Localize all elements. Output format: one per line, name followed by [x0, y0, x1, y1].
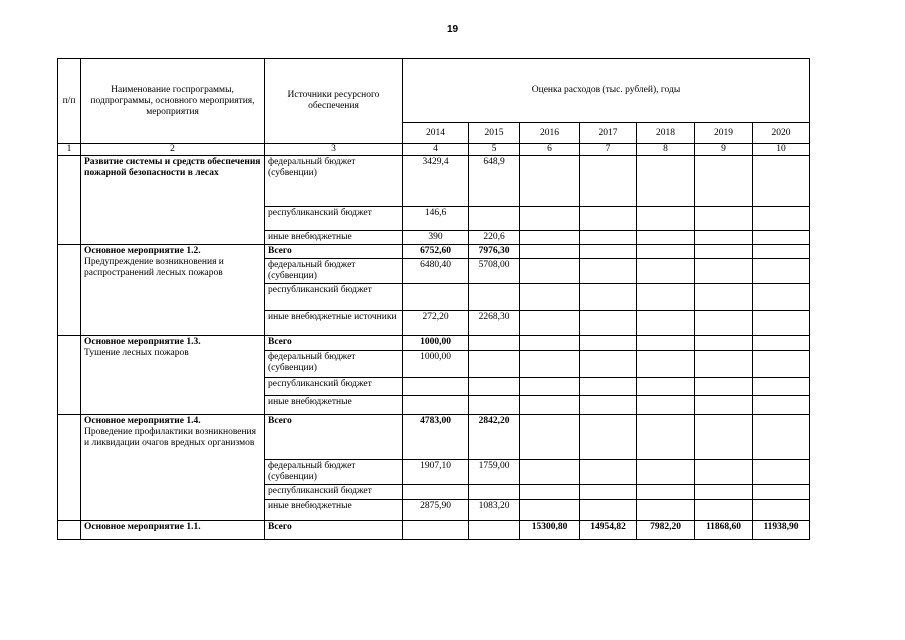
value-cell: 1000,00 — [403, 351, 469, 378]
header-pp: п/п — [58, 59, 81, 144]
value-cell — [403, 485, 469, 500]
measure-title: Основное мероприятие 1.4. — [84, 416, 201, 426]
value-cell — [753, 231, 810, 245]
value-cell — [753, 259, 810, 284]
value-cell: 7976,30 — [469, 245, 520, 259]
measure-description: Проведение профилактики возникновения и ликвидации очагов вредных организмов — [84, 427, 256, 448]
value-cell — [637, 500, 695, 521]
value-cell: 1083,20 — [469, 500, 520, 521]
value-cell — [520, 207, 580, 231]
source-label: республиканский бюджет — [265, 378, 403, 396]
value-cell — [520, 156, 580, 207]
value-cell: 2875,90 — [403, 500, 469, 521]
col-number: 6 — [520, 144, 580, 156]
value-cell — [520, 231, 580, 245]
value-cell: 3429,4 — [403, 156, 469, 207]
source-label: федеральный бюджет (субвенции) — [265, 156, 403, 207]
value-cell — [695, 460, 753, 485]
value-cell — [637, 460, 695, 485]
source-label: иные внебюджетные — [265, 500, 403, 521]
value-cell — [695, 156, 753, 207]
value-cell — [469, 396, 520, 415]
value-cell — [580, 311, 637, 336]
program-name-cell — [81, 336, 265, 415]
value-cell — [753, 378, 810, 396]
value-cell — [403, 521, 469, 540]
value-cell — [403, 284, 469, 311]
value-cell — [695, 500, 753, 521]
measure-title: Основное мероприятие 1.2. — [84, 246, 201, 256]
value-cell: 272,20 — [403, 311, 469, 336]
value-cell — [695, 259, 753, 284]
value-cell — [637, 231, 695, 245]
value-cell — [520, 485, 580, 500]
value-cell: 5708,00 — [469, 259, 520, 284]
source-label: республиканский бюджет — [265, 207, 403, 231]
value-cell: 4783,00 — [403, 415, 469, 460]
value-cell — [520, 284, 580, 311]
value-cell — [580, 415, 637, 460]
value-cell — [695, 311, 753, 336]
source-label: Всего — [265, 521, 403, 540]
value-cell — [695, 485, 753, 500]
value-cell — [580, 500, 637, 521]
value-cell — [520, 245, 580, 259]
value-cell — [520, 415, 580, 460]
value-cell — [637, 396, 695, 415]
value-cell — [520, 378, 580, 396]
source-label: Всего — [265, 415, 403, 460]
value-cell: 1759,00 — [469, 460, 520, 485]
value-cell — [753, 207, 810, 231]
program-name-cell — [81, 156, 265, 245]
value-cell — [753, 396, 810, 415]
value-cell — [637, 378, 695, 396]
col-number: 4 — [403, 144, 469, 156]
value-cell — [580, 231, 637, 245]
value-cell: 7982,20 — [637, 521, 695, 540]
value-cell — [695, 336, 753, 351]
value-cell — [753, 500, 810, 521]
value-cell — [637, 351, 695, 378]
year-2014: 2014 — [403, 123, 469, 144]
year-2019: 2019 — [695, 123, 753, 144]
value-cell — [469, 521, 520, 540]
year-2018: 2018 — [637, 123, 695, 144]
row-number-cell — [58, 156, 81, 245]
value-cell — [469, 351, 520, 378]
value-cell: 1907,10 — [403, 460, 469, 485]
value-cell — [520, 336, 580, 351]
value-cell — [637, 245, 695, 259]
header-costs: Оценка расходов (тыс. рублей), годы — [403, 59, 810, 123]
value-cell — [637, 207, 695, 231]
value-cell — [637, 284, 695, 311]
value-cell — [469, 378, 520, 396]
program-name-cell — [81, 415, 265, 521]
col-number: 1 — [58, 144, 81, 156]
expense-table — [57, 58, 810, 540]
value-cell: 220,6 — [469, 231, 520, 245]
measure-description: Тушение лесных пожаров — [84, 348, 189, 358]
value-cell — [520, 311, 580, 336]
row-number-cell — [58, 521, 81, 540]
col-number: 3 — [265, 144, 403, 156]
value-cell — [520, 500, 580, 521]
col-number: 2 — [81, 144, 265, 156]
value-cell: 2842,20 — [469, 415, 520, 460]
value-cell — [580, 485, 637, 500]
value-cell: 390 — [403, 231, 469, 245]
value-cell — [580, 351, 637, 378]
year-2017: 2017 — [580, 123, 637, 144]
header-name: Наименование госпрограммы, подпрограммы, основного мероприятия, мероприятия — [81, 59, 265, 144]
measure-title: Основное мероприятие 1.3. — [84, 337, 201, 347]
source-label: федеральный бюджет (субвенции) — [265, 351, 403, 378]
value-cell — [580, 156, 637, 207]
col-number: 7 — [580, 144, 637, 156]
value-cell: 1000,00 — [403, 336, 469, 351]
value-cell — [520, 460, 580, 485]
value-cell — [753, 156, 810, 207]
value-cell — [753, 336, 810, 351]
value-cell: 2268,30 — [469, 311, 520, 336]
value-cell — [695, 378, 753, 396]
value-cell — [403, 378, 469, 396]
value-cell: 648,9 — [469, 156, 520, 207]
value-cell — [695, 231, 753, 245]
source-label: федеральный бюджет (субвенции) — [265, 460, 403, 485]
value-cell — [637, 415, 695, 460]
measure-description: Предупреждение возникновения и распространений лесных пожаров — [84, 257, 224, 278]
value-cell — [580, 284, 637, 311]
value-cell: 11868,60 — [695, 521, 753, 540]
value-cell: 6752,60 — [403, 245, 469, 259]
value-cell — [580, 207, 637, 231]
source-label: республиканский бюджет — [265, 284, 403, 311]
value-cell — [580, 336, 637, 351]
value-cell — [469, 284, 520, 311]
value-cell — [753, 460, 810, 485]
measure-title: Основное мероприятие 1.1. — [84, 522, 201, 532]
value-cell — [580, 259, 637, 284]
value-cell — [520, 351, 580, 378]
value-cell — [695, 245, 753, 259]
page-number: 19 — [446, 24, 459, 35]
value-cell — [520, 396, 580, 415]
source-label: республиканский бюджет — [265, 485, 403, 500]
value-cell — [753, 415, 810, 460]
col-number: 9 — [695, 144, 753, 156]
value-cell: 146,6 — [403, 207, 469, 231]
value-cell — [695, 351, 753, 378]
value-cell — [695, 415, 753, 460]
value-cell: 14954,82 — [580, 521, 637, 540]
value-cell — [637, 311, 695, 336]
value-cell: 11938,90 — [753, 521, 810, 540]
year-2016: 2016 — [520, 123, 580, 144]
program-title: Развитие системы и средств обеспечения пожарной безопасности в лесах — [84, 157, 261, 178]
value-cell — [753, 284, 810, 311]
value-cell — [580, 378, 637, 396]
row-number-cell — [58, 245, 81, 336]
value-cell — [580, 460, 637, 485]
col-number: 8 — [637, 144, 695, 156]
value-cell — [753, 485, 810, 500]
value-cell — [637, 336, 695, 351]
program-name-cell — [81, 245, 265, 336]
value-cell — [637, 259, 695, 284]
value-cell — [637, 156, 695, 207]
source-label: иные внебюджетные — [265, 231, 403, 245]
row-number-cell — [58, 415, 81, 521]
row-number-cell — [58, 336, 81, 415]
value-cell — [469, 207, 520, 231]
col-number: 10 — [753, 144, 810, 156]
value-cell — [469, 336, 520, 351]
value-cell — [469, 485, 520, 500]
year-2020: 2020 — [753, 123, 810, 144]
value-cell — [580, 396, 637, 415]
source-label: Всего — [265, 245, 403, 259]
source-label: Всего — [265, 336, 403, 351]
value-cell — [753, 311, 810, 336]
value-cell — [580, 245, 637, 259]
source-label: иные внебюджетные источники — [265, 311, 403, 336]
value-cell — [520, 259, 580, 284]
value-cell: 6480,40 — [403, 259, 469, 284]
value-cell — [753, 351, 810, 378]
header-source: Источники ресурсного обеспечения — [265, 59, 403, 144]
value-cell — [637, 485, 695, 500]
col-number: 5 — [469, 144, 520, 156]
value-cell — [695, 396, 753, 415]
year-2015: 2015 — [469, 123, 520, 144]
source-label: иные внебюджетные — [265, 396, 403, 415]
value-cell — [695, 207, 753, 231]
value-cell — [403, 396, 469, 415]
program-name-cell — [81, 521, 265, 540]
value-cell — [753, 245, 810, 259]
value-cell: 15300,80 — [520, 521, 580, 540]
source-label: федеральный бюджет (субвенции) — [265, 259, 403, 284]
value-cell — [695, 284, 753, 311]
